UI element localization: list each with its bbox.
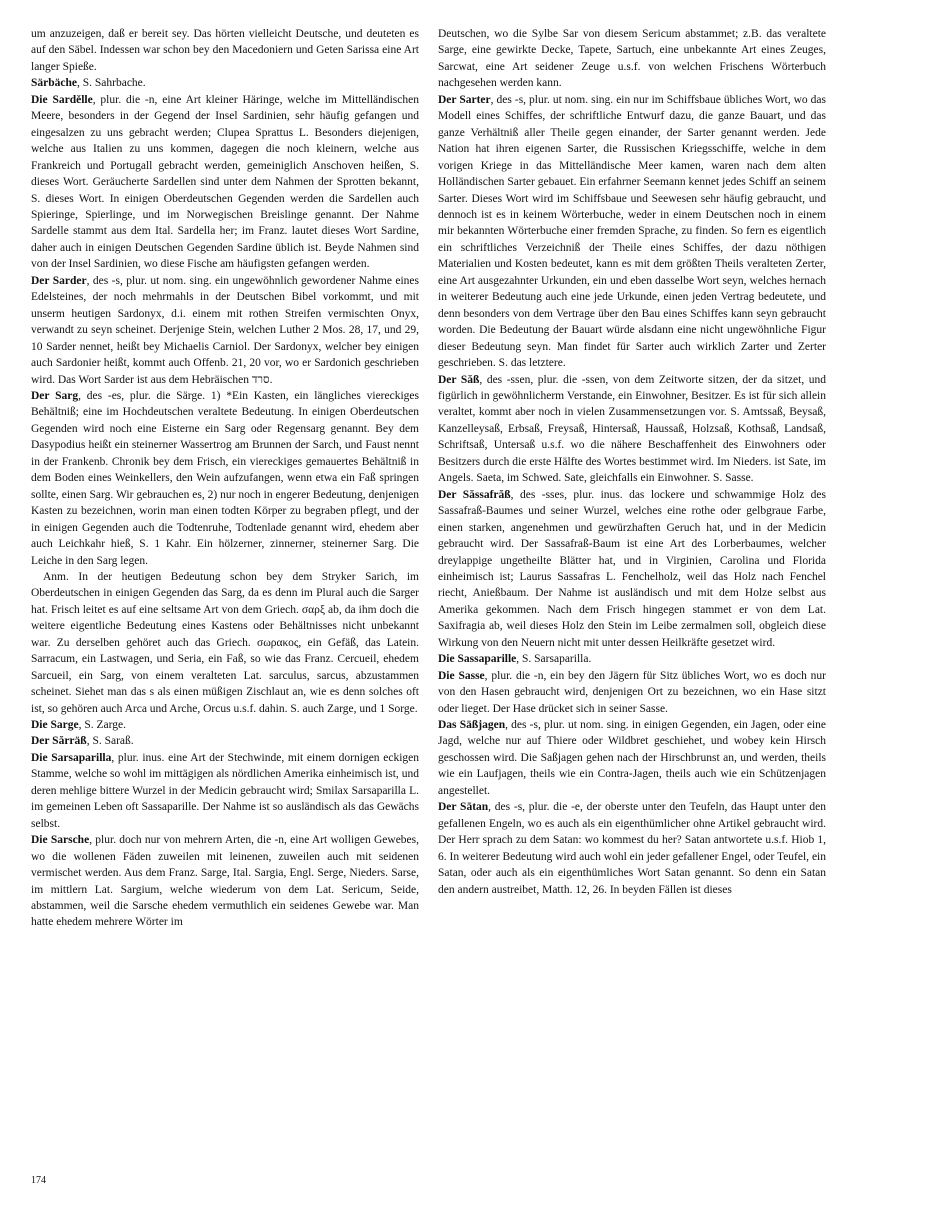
entry-headword: Särbäche bbox=[31, 77, 77, 90]
page-number: 174 bbox=[31, 1175, 46, 1186]
entry-text: , des -s, plur. ut nom. sing. ein nur im Schiffsbaue übliches Wort, wo das Modell eines Schiffes, der schriftliche Entwurf dazu, die ganze Bauart, und das ganze Verhältniß aller Theile gegen einander, der Sarter genannt werden. Jede Nation hat ihren eigenen Sarter, die Russischen Kriegsschiffe, welche in dem vorigen Kriege in das Mittelländische Meer kamen, waren nach dem alten Holländischen Sarter gebauet. Ein erfahrner Seemann kennet jedes Schiff an seinem Sarter. Dieses Wort wird im Schiffsbaue und Seewesen sehr häufig gebraucht, und dennoch ist es in keinem Wörterbuche, weder in einem Deutschen noch in einem mir bekannten Wörterbuche einer fremden Sprache, zu finden. So fern es eigentlich ein schriftliches Verzeichniß der Theile eines Schiffes, der dazu nöthigen Materialien und Kosten bedeutet, kann es mit dem größten Theils veralteten Zerter, eine Art ausgezahnter Urkunden, ein und eben dasselbe Wort seyn, welches hernach in weiterer Bedeutung auch eine jede Urkunde, einen jeden Vertrag bedeutete, und denn besonders von dem Vertrage über den Bau eines Schiffes kann seyn gebraucht worden. Die Bedeutung der Bauart würde alsdann eine nicht ungewöhnliche Figur dieser Bedeutung seyn. Man findet für Sarter auch wirklich Zarter und Zerter geschrieben. S. das letztere. bbox=[438, 93, 827, 370]
dictionary-entry bbox=[31, 75, 419, 91]
entry-headword: Der Sātan bbox=[438, 801, 489, 814]
entry-text: , des -sses, plur. inus. das lockere und schwammige Holz des Sassafraß-Baumes und seiner Wurzel, welches eine rothe oder gelbgraue Farbe, einen starken, angenehmen und gewürzhaften Geruch hat, und in der Medicin gebraucht wird. Der Sassafraß-Baum ist eine Art des Lorberbaumes, welcher dreylappige ungetheilte Blätter hat, und in Virginien, Carolina und Florida einheimisch ist; Laurus Sassafras L. Fenchelholz, weil das Holz nach Fenchel riecht, Anießbaum. Der Nahme ist ausländisch und mit dem Holze selbst aus Amerika gekommen. Nach dem Frisch hingegen stammet er von dem Lat. Saxifragia ab, weil dieses Holz den Stein im Leibe zermalmen soll, obgleich diese Wirkung von den Neuern nicht mit unter dessen Heilkräfte gesetzet wird. bbox=[438, 488, 827, 649]
entry-text: , des -s, plur. ut nom. sing. ein ungewöhnlich gewordener Nahme eines Edelsteines, der noch mehrmahls in der Deutschen Bibel vorkommt, und mit unserm heutigen Sardonyx, d.i. einem mit rothen Streifen vermischten Onyx, verwandt zu seyn scheinet. Derjenige Stein, welchen Luther 2 Mos. 28, 17, und 29, 10 Sarder nennet, heißt bey Michaelis Carniol. Der Sardonyx, welcher bey einigen auch Sardonier heißt, kommt auch Offenb. 21, 20 vor, wo er Sardonich geschrieben wird. Das Wort Sarder ist aus dem Hebräischen סרד. bbox=[31, 274, 419, 386]
entry-headword: Die Sasse bbox=[438, 669, 485, 682]
dictionary-entry bbox=[438, 92, 826, 372]
entry-text: , des -s, plur. die -e, der oberste unter den Teufeln, das Haupt unter den gefallenen Engeln, wo es auch als ein eigenthümlicher ohne Artikel gebraucht wird. Der Herr sprach zu dem Satan: wo kommest du her? Satan antwortete u.s.f. Hiob 1, 6. In weiterer Bedeutung wird auch wohl ein jeder gefallener Engel, oder Teufel, ein Satan, oder auch als ein eigenthümliches Wort Satan genannt. So denn ein Satan den andern austreibet, Matth. 12, 26. In beyden Fällen ist dieses bbox=[438, 801, 826, 896]
entry-headword: Das Säßjagen bbox=[438, 719, 506, 732]
entry-headword: Die Sarsche bbox=[31, 834, 90, 847]
entry-headword: Der Săssafrăß bbox=[438, 488, 511, 501]
dictionary-entry bbox=[438, 668, 826, 717]
right-column bbox=[438, 26, 826, 898]
entry-headword: Der Sarter bbox=[438, 93, 491, 106]
entry-text: Deutschen, wo die Sylbe Sar von diesem Sericum abstammet; z.B. das veraltete Sarge, eine gewirkte Decke, Tapete, Sartuch, eine unbekannte Art eines Zeuges, Sarcwat, eine Art seidener Zeuge u.s.f. von welchen Frischens Wörterbuch nachgesehen werden kann. bbox=[438, 28, 826, 90]
dictionary-entry bbox=[31, 717, 419, 733]
entry-text: , S. Sarsaparilla. bbox=[516, 653, 592, 666]
entry-text: , des -ssen, plur. die -ssen, von dem Zeitworte sitzen, der da sitzet, und figürlich in gewöhnlicherm Verstande, ein Einwohner, Besitzer. Es ist für sich allein veraltet, kommt aber noch in vielen Zusammensetzungen vor. S. Amtssaß, Beysaß, Kanzelleysaß, Erbsaß, Freysaß, Hintersaß, Haussaß, Holzsaß, Kothsaß, Landsaß, Schriftsaß, Untersaß u.s.f. wo die nähere Beschaffenheit des Einwohners oder Besitzers durch die erste Hälfte des Wortes bestimmet wird. Im Nieders. ist Sate, im Angels. Saeta, im Schwed. Sate, gleichfalls ein Einwohner. S. Sasse. bbox=[438, 373, 826, 485]
dictionary-entry bbox=[438, 651, 826, 667]
entry-headword: Der Sarg bbox=[31, 389, 79, 402]
dictionary-entry bbox=[31, 388, 419, 569]
dictionary-entry bbox=[438, 26, 826, 92]
entry-text: , S. Saraß. bbox=[86, 735, 134, 748]
dictionary-entry bbox=[438, 799, 826, 898]
entry-headword: Die Sardělle bbox=[31, 93, 93, 106]
entry-headword: Der Sărräß bbox=[31, 735, 87, 748]
left-column bbox=[31, 26, 419, 931]
dictionary-entry bbox=[31, 92, 419, 273]
entry-text: , des -es, plur. die Särge. 1) *Ein Kasten, ein längliches viereckiges Behältniß; eine im Hochdeutschen veraltete Bedeutung. In einigen Oberdeutschen Gegenden wird noch eine Eisterne ein Sarg oder Regensarg genannt. Bey dem Dasypodius heißt ein steinerner Wassertrog am Brunnen der Sarch, und Faust nennt in der Frankenb. Chronik bey dem Frisch, ein viereckiges gemauertes Behältniß in dem Boden eines Weinkellers, den Wein aufzufangen, wenn etwa ein Faß springen sollte, einen Sarg. Wir gebrauchen es, 2) nur noch in engerer Bedeutung, denjenigen Kasten zu bezeichnen, worin man einen todten Körper zu begraben pflegt, und der in einigen Gegenden auch die Todtenruhe, Todtenlade genannt wird, ehedem aber auch Leichkahr hieß, S. 1 Kahr. Ein hölzerner, zinnerner, steinerner Sarg. Die Leiche in den Sarg legen. bbox=[31, 389, 419, 567]
dictionary-entry bbox=[31, 733, 419, 749]
entry-headword: Die Sassaparille bbox=[438, 653, 517, 666]
entry-headword: Die Sarge bbox=[31, 719, 79, 732]
dictionary-entry bbox=[31, 273, 419, 388]
entry-headword: Der Săß bbox=[438, 373, 480, 386]
dictionary-entry bbox=[438, 717, 826, 799]
dictionary-entry bbox=[438, 487, 826, 652]
entry-headword: Die Sarsaparilla bbox=[31, 751, 112, 764]
entry-headword: Der Sarder bbox=[31, 274, 87, 287]
entry-text: um anzuzeigen, daß er bereit sey. Das hörten vielleicht Deutsche, und deuteten es auf den Säbel. Indessen war schon bey den Macedoniern und Geten Sarissa eine Art langer Spieße. bbox=[31, 28, 419, 73]
dictionary-entry bbox=[31, 569, 419, 717]
dictionary-entry bbox=[31, 26, 419, 75]
entry-text: Anm. In der heutigen Bedeutung schon bey dem Stryker Sarich, im Oberdeutschen in einigen Gegenden das Sarg, da es denn im Plural auch die Sarger hat. Frisch leitet es auf eine seltsame Art von dem Griech. σαρξ ab, da ihm doch die weitere eigentliche Bedeutung eines Kastens oder Behältnisses nicht unbekannt war. Zu derselben gehöret auch das Griech. σωρακος, ein Gefäß, das Latein. Sarracum, ein Lastwagen, und Seria, ein Faß, so wie das Franz. Cercueil, ehedem Sarcueil, ein Sarg, von einem veralteten Lat. sarculus, sarcus, abzustammen scheinet. Siehet man das s als einen müßigen Zischlaut an, wie es denn solches oft ist, so gehören auch Arca und Arche, Orcus u.s.f. dahin. S. auch Zarge, und 1 Sorge. bbox=[31, 570, 419, 715]
dictionary-entry bbox=[31, 832, 419, 931]
dictionary-entry bbox=[31, 750, 419, 832]
entry-text: , des -s, plur. ut nom. sing. in einigen Gegenden, ein Jagen, oder eine Jagd, welche nur auf Thiere oder Wildbret geschiehet, und wobey kein Hirsch geschossen wird. Die Saßjagen gehen nach der Hirschbrunst an, und werden, theils wie ein Laufjagen, theils wie ein Contra-Jagen, theils auch wie ein Schützenjagen angestellet. bbox=[438, 719, 826, 797]
entry-text: , plur. die -n, ein bey den Jägern für Sitz übliches Wort, wo es doch nur von den Hasen gebraucht wird, denjenigen Ort zu bezeichnen, wo ein Hase sitzt oder lieget. Der Hase drücket sich in seiner Sasse. bbox=[438, 669, 827, 715]
entry-text: , plur. die -n, eine Art kleiner Häringe, welche im Mittelländischen Meere, besonders in der Gegend der Insel Sardinien, sehr häufig gefangen und eingesalzen zu uns gebracht werden; Clupea Sprattus L. Besonders diejenigen, welche aus Italien zu uns kommen, dagegen die noch kleinern, welche aus Frankreich und Portugall gebracht werden, gemeiniglich Anschoven heißen, S. dieses Wort. Geräucherte Sardellen sind unter dem Nahmen der Sprotten bekannt, S. dieses Wort. In einigen Oberdeutschen Gegenden werden die Sardellen auch Spieringe, Spierlinge, und im Norwegischen Breislinge genannt. Der Nahme Sardelle stammt aus dem Ital. Sardella her; im Franz. lautet dieses Wort Sardine, daher auch in einigen Deutschen Gegenden Sardine üblich ist. Beyde Nahmen sind von der Insel Sardinien, wo diese Fische am häufigsten gefangen werden. bbox=[31, 93, 419, 271]
entry-text: , plur. doch nur von mehrern Arten, die -n, eine Art wolligen Gewebes, wo die wollenen Fäden zuweilen mit leinenen, zuweilen auch mit seidenen vermischet werden. Aus dem Franz. Sarge, Ital. Sargia, Engl. Serge, Nieders. Sarse, im mittlern Lat. Sargium, welche wiederum von dem Lat. Sericum, Seide, abstammen, weil die Sarsche ehedem vermuthlich ein seidenes Gewebe war. Man hatte ehedem mehrere Wörter im bbox=[31, 834, 420, 929]
entry-text: , S. Sahrbache. bbox=[77, 77, 146, 90]
entry-text: , S. Zarge. bbox=[78, 719, 126, 732]
entry-text: , plur. inus. eine Art der Stechwinde, mit einem dornigen eckigen Stamme, welche so wohl im mittägigen als nördlichen Amerika einheimisch ist, und deren mehlige bittere Wurzel in der Medicin gebraucht wird; Smilax Sarsaparilla L. im gemeinen Leben oft Sassaparille. Der Nahme ist so ausländisch als das Gewächs selbst. bbox=[31, 751, 419, 830]
dictionary-entry bbox=[438, 372, 826, 487]
